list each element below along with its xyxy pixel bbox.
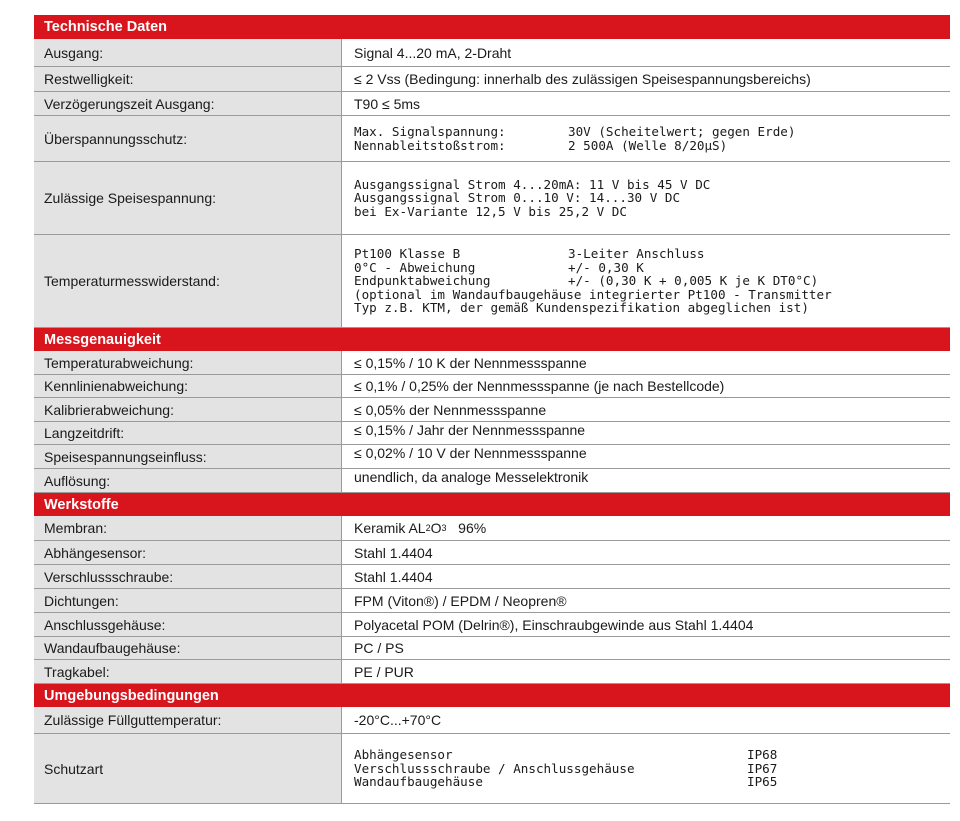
row-value: Stahl 1.4404 (341, 565, 950, 588)
row-label: Abhängesensor: (34, 541, 341, 564)
row-value: PE / PUR (341, 660, 950, 683)
text-segment: Keramik AL (354, 520, 426, 536)
row-value: Polyacetal POM (Delrin®), Einschraubgewinde aus Stahl 1.4404 (341, 613, 950, 636)
row-label: Langzeitdrift: (34, 422, 341, 444)
section-header-umgebungsbedingungen: Umgebungsbedingungen (34, 684, 950, 707)
text-line: IP65 (747, 774, 778, 790)
text-segment: O (430, 520, 442, 536)
row-label: Kennlinienabweichung: (34, 375, 341, 397)
text-line: 0°C - Abweichung (354, 259, 476, 275)
table-row (34, 67, 950, 92)
row-label: Membran: (34, 516, 341, 540)
table-row (34, 516, 950, 541)
row-label: Verschlussschraube: (34, 565, 341, 588)
subscript: 2 (425, 523, 431, 533)
row-label: Schutzart (34, 734, 341, 803)
table-row (34, 398, 950, 422)
row-label: Kalibrierabweichung: (34, 398, 341, 421)
text-line: (optional im Wandaufbaugehäuse integrierter Pt100 - Transmitter (354, 286, 832, 302)
row-label: Temperaturabweichung: (34, 351, 341, 374)
row-value (341, 116, 950, 161)
row-label: Tragkabel: (34, 660, 341, 683)
table-row (34, 637, 950, 660)
row-value: ≤ 2 Vss (Bedingung: innerhalb des zulässigen Speisespannungsbereichs) (341, 67, 950, 91)
table-row (34, 707, 950, 734)
text-line: Wandaufbaugehäuse (354, 774, 483, 790)
row-label: Zulässige Füllguttemperatur: (34, 707, 341, 733)
table-row (34, 116, 950, 162)
subscript: 3 (441, 523, 447, 533)
table-row (34, 351, 950, 375)
section-header-technische-daten: Technische Daten (34, 15, 950, 39)
row-value: PC / PS (341, 637, 950, 659)
text-line: Abhängesensor (354, 747, 453, 763)
row-value (341, 734, 950, 803)
row-label: Zulässige Speisespannung: (34, 162, 341, 234)
table-row (34, 660, 950, 684)
table-row (34, 565, 950, 589)
row-label: Auflösung: (34, 469, 341, 492)
table-row (34, 469, 950, 493)
table-row (34, 422, 950, 445)
row-value (341, 235, 950, 327)
text-line: Max. Signalspannung: (354, 124, 506, 139)
row-label: Dichtungen: (34, 589, 341, 612)
row-value: FPM (Viton®) / EPDM / Neopren® (341, 589, 950, 612)
table-row (34, 613, 950, 637)
row-label: Wandaufbaugehäuse: (34, 637, 341, 659)
text-line: 3-Leiter Anschluss (568, 246, 705, 262)
text-line: +/- 0,30 K (568, 259, 644, 275)
row-value: ≤ 0,1% / 0,25% der Nennmessspanne (je nach Bestellcode) (341, 375, 950, 397)
spec-sheet (34, 15, 950, 804)
row-value: Signal 4...20 mA, 2-Draht (341, 39, 950, 66)
table-row (34, 375, 950, 398)
section-header-messgenauigkeit: Messgenauigkeit (34, 328, 950, 351)
row-label: Verzögerungszeit Ausgang: (34, 92, 341, 115)
text-line: Verschlussschraube / Anschlussgehäuse (354, 760, 635, 776)
text-line: Ausgangssignal Strom 0...10 V: 14...30 V DC (354, 190, 681, 206)
row-label: Speisespannungseinfluss: (34, 445, 341, 468)
row-value: unendlich, da analoge Messelektronik (341, 469, 950, 492)
table-row (34, 235, 950, 328)
text-line: +/- (0,30 K + 0,005 K je K DT0°C) (568, 273, 819, 289)
text-line: Endpunktabweichung (354, 273, 491, 289)
row-value: -20°C...+70°C (341, 707, 950, 733)
text-line: Ausgangssignal Strom 4...20mA: 11 V bis 45 V DC (354, 176, 711, 192)
row-value: T90 ≤ 5ms (341, 92, 950, 115)
text-line: 30V (Scheitelwert; gegen Erde) (568, 124, 796, 139)
text-line: IP68 (747, 747, 778, 763)
text-line: Typ z.B. KTM, der gemäß Kundenspezifikation abgeglichen ist) (354, 300, 809, 316)
text-line: Nennableitstoßstrom: (354, 137, 506, 153)
table-row (34, 39, 950, 67)
section-header-werkstoffe: Werkstoffe (34, 493, 950, 516)
text-line: IP67 (747, 760, 778, 776)
text-segment: 96% (446, 520, 487, 536)
row-label: Anschlussgehäuse: (34, 613, 341, 636)
row-label: Ausgang: (34, 39, 341, 66)
row-value: ≤ 0,05% der Nennmessspanne (341, 398, 950, 421)
row-value: ≤ 0,15% / Jahr der Nennmessspanne (341, 422, 950, 444)
row-value (341, 516, 950, 540)
table-row (34, 541, 950, 565)
row-value (341, 162, 950, 234)
table-row (34, 445, 950, 469)
table-row (34, 734, 950, 804)
row-label: Temperaturmesswiderstand: (34, 235, 341, 327)
row-value: Stahl 1.4404 (341, 541, 950, 564)
table-row (34, 589, 950, 613)
text-line: Pt100 Klasse B (354, 246, 461, 262)
text-line: bei Ex-Variante 12,5 V bis 25,2 V DC (354, 203, 627, 219)
row-label: Überspannungsschutz: (34, 116, 341, 161)
row-value: ≤ 0,02% / 10 V der Nennmessspanne (341, 445, 950, 468)
table-row (34, 92, 950, 116)
table-row (34, 162, 950, 235)
row-value: ≤ 0,15% / 10 K der Nennmessspanne (341, 351, 950, 374)
row-label: Restwelligkeit: (34, 67, 341, 91)
text-line: 2 500A (Welle 8/20µS) (568, 137, 728, 153)
